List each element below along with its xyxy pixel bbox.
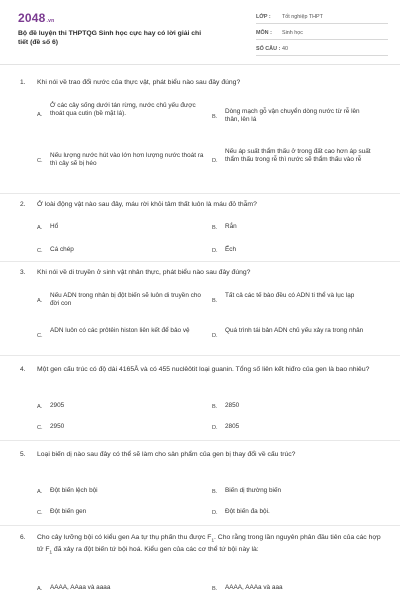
meta-subject-row [256, 27, 388, 40]
option-letter: B. [212, 114, 218, 120]
option-letter: B. [212, 404, 218, 410]
option-letter: D. [212, 333, 218, 339]
option-letter: D. [212, 425, 218, 431]
option-letter: C. [37, 248, 43, 254]
question-number: 5. [20, 451, 26, 458]
option-text: Rắn [225, 223, 237, 230]
option-letter: D. [212, 510, 218, 516]
question-divider [0, 355, 400, 356]
header-divider [0, 64, 400, 65]
document-title: Bộ đề luyện thi THPTQG Sinh học cực hay có lời giải chi tiết (đề số 6) [18, 30, 202, 46]
option-text: 2950 [50, 423, 65, 430]
option-letter: A. [37, 298, 43, 304]
question-text: Khi nói về trao đổi nước của thực vật, phát biểu nào sau đây đúng? [37, 79, 241, 86]
question-number: 4. [20, 366, 26, 373]
meta-count-value: 40 [282, 46, 288, 52]
option-text: AAAA, AAAa và aaa [225, 584, 283, 591]
meta-subject-key: MÔN : [256, 30, 272, 36]
question-text: Ở loài động vật nào sau đây, máu rời khỏi tâm thất luôn là máu đỏ thẫm? [37, 201, 257, 208]
question-text-part: Cho cây lưỡng bội có kiểu gen Aa tự thụ phấn thu được F [37, 534, 212, 541]
document-meta [256, 11, 388, 59]
option-text: 2850 [225, 402, 240, 409]
option-text: AAAA, AAaa và aaaa [50, 584, 111, 591]
meta-count-row [256, 43, 388, 56]
option-text: ADN luôn có các prôtêin histon liên kết để bảo vệ [50, 327, 190, 334]
option-text: Quá trình tái bản ADN chủ yếu xảy ra trong nhân [225, 327, 364, 334]
logo-text: 2048 [18, 11, 46, 25]
meta-class-key: LỚP : [256, 14, 271, 20]
meta-count-key: SỐ CÂU : [256, 46, 281, 52]
question-text: Loại biến dị nào sau đây có thể sẽ làm cho sản phẩm của gen bị thay đổi về cấu trúc? [37, 451, 296, 458]
option-text: Nếu ADN trong nhân bị đột biến sẽ luôn di truyền cho đời con [50, 292, 201, 308]
question-divider [0, 525, 400, 526]
meta-class-value: Tốt nghiệp THPT [282, 14, 323, 20]
option-letter: C. [37, 158, 43, 164]
meta-subject-value: Sinh học [282, 30, 303, 36]
option-letter: D. [212, 158, 218, 164]
option-text: Cá chép [50, 246, 74, 253]
option-letter: B. [212, 298, 218, 304]
option-letter: D. [212, 248, 218, 254]
question-number: 6. [20, 534, 26, 541]
option-text: Hổ [50, 223, 59, 230]
subscript: 1 [211, 537, 215, 543]
document-header [18, 10, 388, 62]
logo-suffix: .vn [46, 18, 55, 24]
option-text: Nếu áp suất thẩm thấu ở trong đất cao hơn áp suất thẩm thấu trong rễ thì nước sẽ thẩm thấu vào rễ [225, 148, 371, 164]
option-letter: B. [212, 225, 218, 231]
site-logo[interactable] [18, 11, 54, 25]
option-letter: A. [37, 489, 43, 495]
option-text: 2905 [50, 402, 65, 409]
option-text: 2805 [225, 423, 240, 430]
question-number: 1. [20, 79, 26, 86]
question-divider [0, 193, 400, 194]
option-text: Đột biến gen [50, 508, 87, 515]
question-divider [0, 261, 400, 262]
option-letter: A. [37, 225, 43, 231]
question-text [37, 533, 385, 557]
question-number: 3. [20, 269, 26, 276]
option-text: Đột biến đa bội. [225, 508, 270, 515]
question-text: Một gen cấu trúc có độ dài 4165Å và có 455 nuclêôtit loại guanin. Tổng số liên kết hiđro của gen là bao nhiêu? [37, 366, 370, 373]
option-text: Dòng mạch gỗ vận chuyển dòng nước từ rễ lên thân, lên lá [225, 108, 360, 124]
option-text: Ếch [225, 246, 237, 253]
question-number: 2. [20, 201, 26, 208]
question-text-part: . Cho rằng trong lần nguyên phân đầu tiên của các hợp tử F [37, 534, 381, 553]
subscript: 1 [49, 549, 53, 555]
option-letter: C. [37, 333, 43, 339]
option-letter: C. [37, 425, 43, 431]
option-text: Nếu lượng nước hút vào lớn hơn lượng nước thoát ra thì cây sẽ bị héo [50, 152, 204, 168]
option-letter: A. [37, 404, 43, 410]
option-text: Đột biến lệch bội [50, 487, 98, 494]
option-letter: B. [212, 489, 218, 495]
option-letter: B. [212, 586, 218, 592]
option-letter: C. [37, 510, 43, 516]
meta-class-row [256, 11, 388, 24]
option-letter: A. [37, 112, 43, 118]
option-text: Tất cả các tế bào đều có ADN ti thể và lục lạp [225, 292, 355, 299]
question-divider [0, 440, 400, 441]
option-letter: A. [37, 586, 43, 592]
question-text: Khi nói về di truyền ở sinh vật nhân thực, phát biểu nào sau đây đúng? [37, 269, 251, 276]
option-text: Ở các cây sống dưới tán rừng, nước chủ yếu được thoát qua cutin (bề mặt lá). [50, 102, 196, 118]
option-text: Biến dị thường biến [225, 487, 282, 494]
question-text-part: đã xảy ra đột biến tứ bội hoá. Kiểu gen của các cơ thể tứ bội này là: [52, 545, 259, 553]
